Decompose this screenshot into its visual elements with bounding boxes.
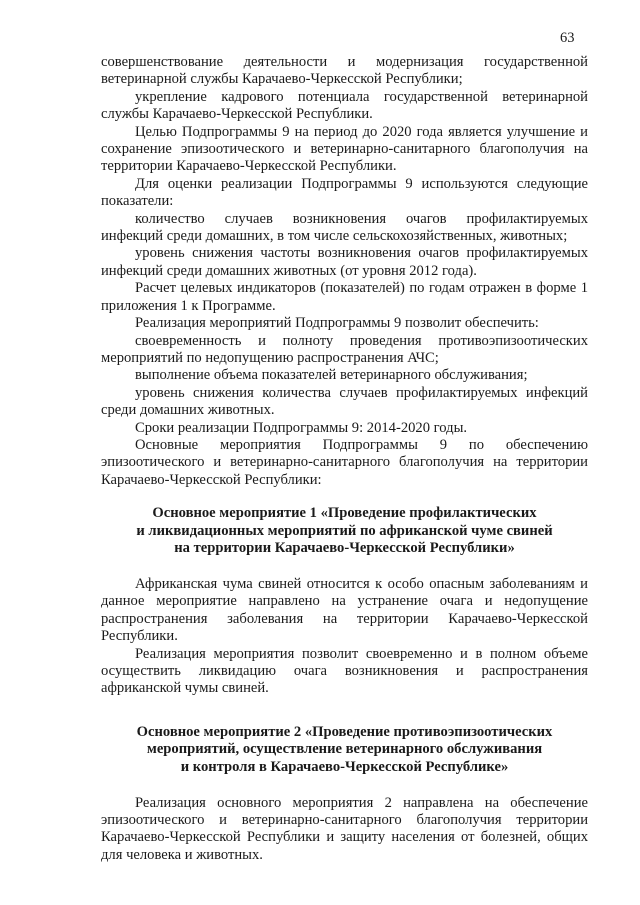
paragraph: Основные мероприятия Подпрограммы 9 по обеспечению эпизоотического и ветеринарно-санитарного благополучия на территории Карачаево-Черкесской Республики:: [101, 436, 588, 488]
paragraph: Для оценки реализации Подпрограммы 9 используются следующие показатели:: [101, 175, 588, 210]
document-body: [101, 54, 588, 864]
paragraph: своевременность и полноту проведения противоэпизоотических мероприятий по недопущению распространения АЧС;: [101, 332, 588, 366]
heading-line: на территории Карачаево-Черкесской Республики»: [174, 540, 515, 557]
paragraph: Сроки реализации Подпрограммы 9: 2014-2020 годы.: [135, 419, 468, 436]
paragraph: Африканская чума свиней относится к особо опасным заболеваниям и данное мероприятие направлено на устранение очага и недопущение распространения заболевания на территории Карачаево-Черкесской Республики.: [101, 575, 588, 645]
paragraph: Реализация мероприятий Подпрограммы 9 позволит обеспечить:: [135, 315, 539, 332]
page-number: 63: [560, 30, 575, 46]
paragraph: уровень снижения частоты возникновения очагов профилактируемых инфекций среди домашних животных (от уровня 2012 года).: [101, 245, 588, 279]
heading-line: Основное мероприятие 2 «Проведение противоэпизоотических: [136, 723, 553, 740]
heading-line: и ликвидационных мероприятий по африканской чуме свиней: [136, 522, 553, 539]
paragraph: выполнение объема показателей ветеринарного обслуживания;: [135, 367, 528, 384]
heading-line: и контроля в Карачаево-Черкесской Республике»: [180, 758, 509, 775]
paragraph: Целью Подпрограммы 9 на период до 2020 года является улучшение и сохранение эпизоотического и ветеринарно-санитарного благополучия на территории Карачаево-Черкесской Республики.: [101, 123, 588, 175]
paragraph: количество случаев возникновения очагов профилактируемых инфекций среди домашних, в том числе сельскохозяйственных, животных;: [101, 210, 588, 245]
section-heading-1: [101, 505, 588, 558]
paragraph: Реализация мероприятия позволит своевременно и в полном объеме осуществить ликвидацию очага возникновения и распространения африканской чумы свиней.: [101, 645, 588, 697]
heading-line: Основное мероприятие 1 «Проведение профилактических: [152, 505, 537, 522]
heading-line: мероприятий, осуществление ветеринарного обслуживания: [146, 741, 543, 758]
section-heading-2: [101, 724, 588, 777]
paragraph: укрепление кадрового потенциала государственной ветеринарной службы Карачаево-Черкесской Республики.: [101, 88, 588, 123]
paragraph: совершенствование деятельности и модернизация государственной ветеринарной службы Карачаево-Черкесской Республики;: [101, 54, 588, 88]
paragraph: Реализация основного мероприятия 2 направлена на обеспечение эпизоотического и ветеринарно-санитарного благополучия территории Карачаево-Черкесской Республики и защиту населения от болезней, общих для человека и животных.: [101, 794, 588, 863]
paragraph: Расчет целевых индикаторов (показателей) по годам отражен в форме 1 приложения 1 к Программе.: [101, 280, 588, 314]
paragraph: уровень снижения количества случаев профилактируемых инфекций среди домашних животных.: [101, 384, 588, 419]
